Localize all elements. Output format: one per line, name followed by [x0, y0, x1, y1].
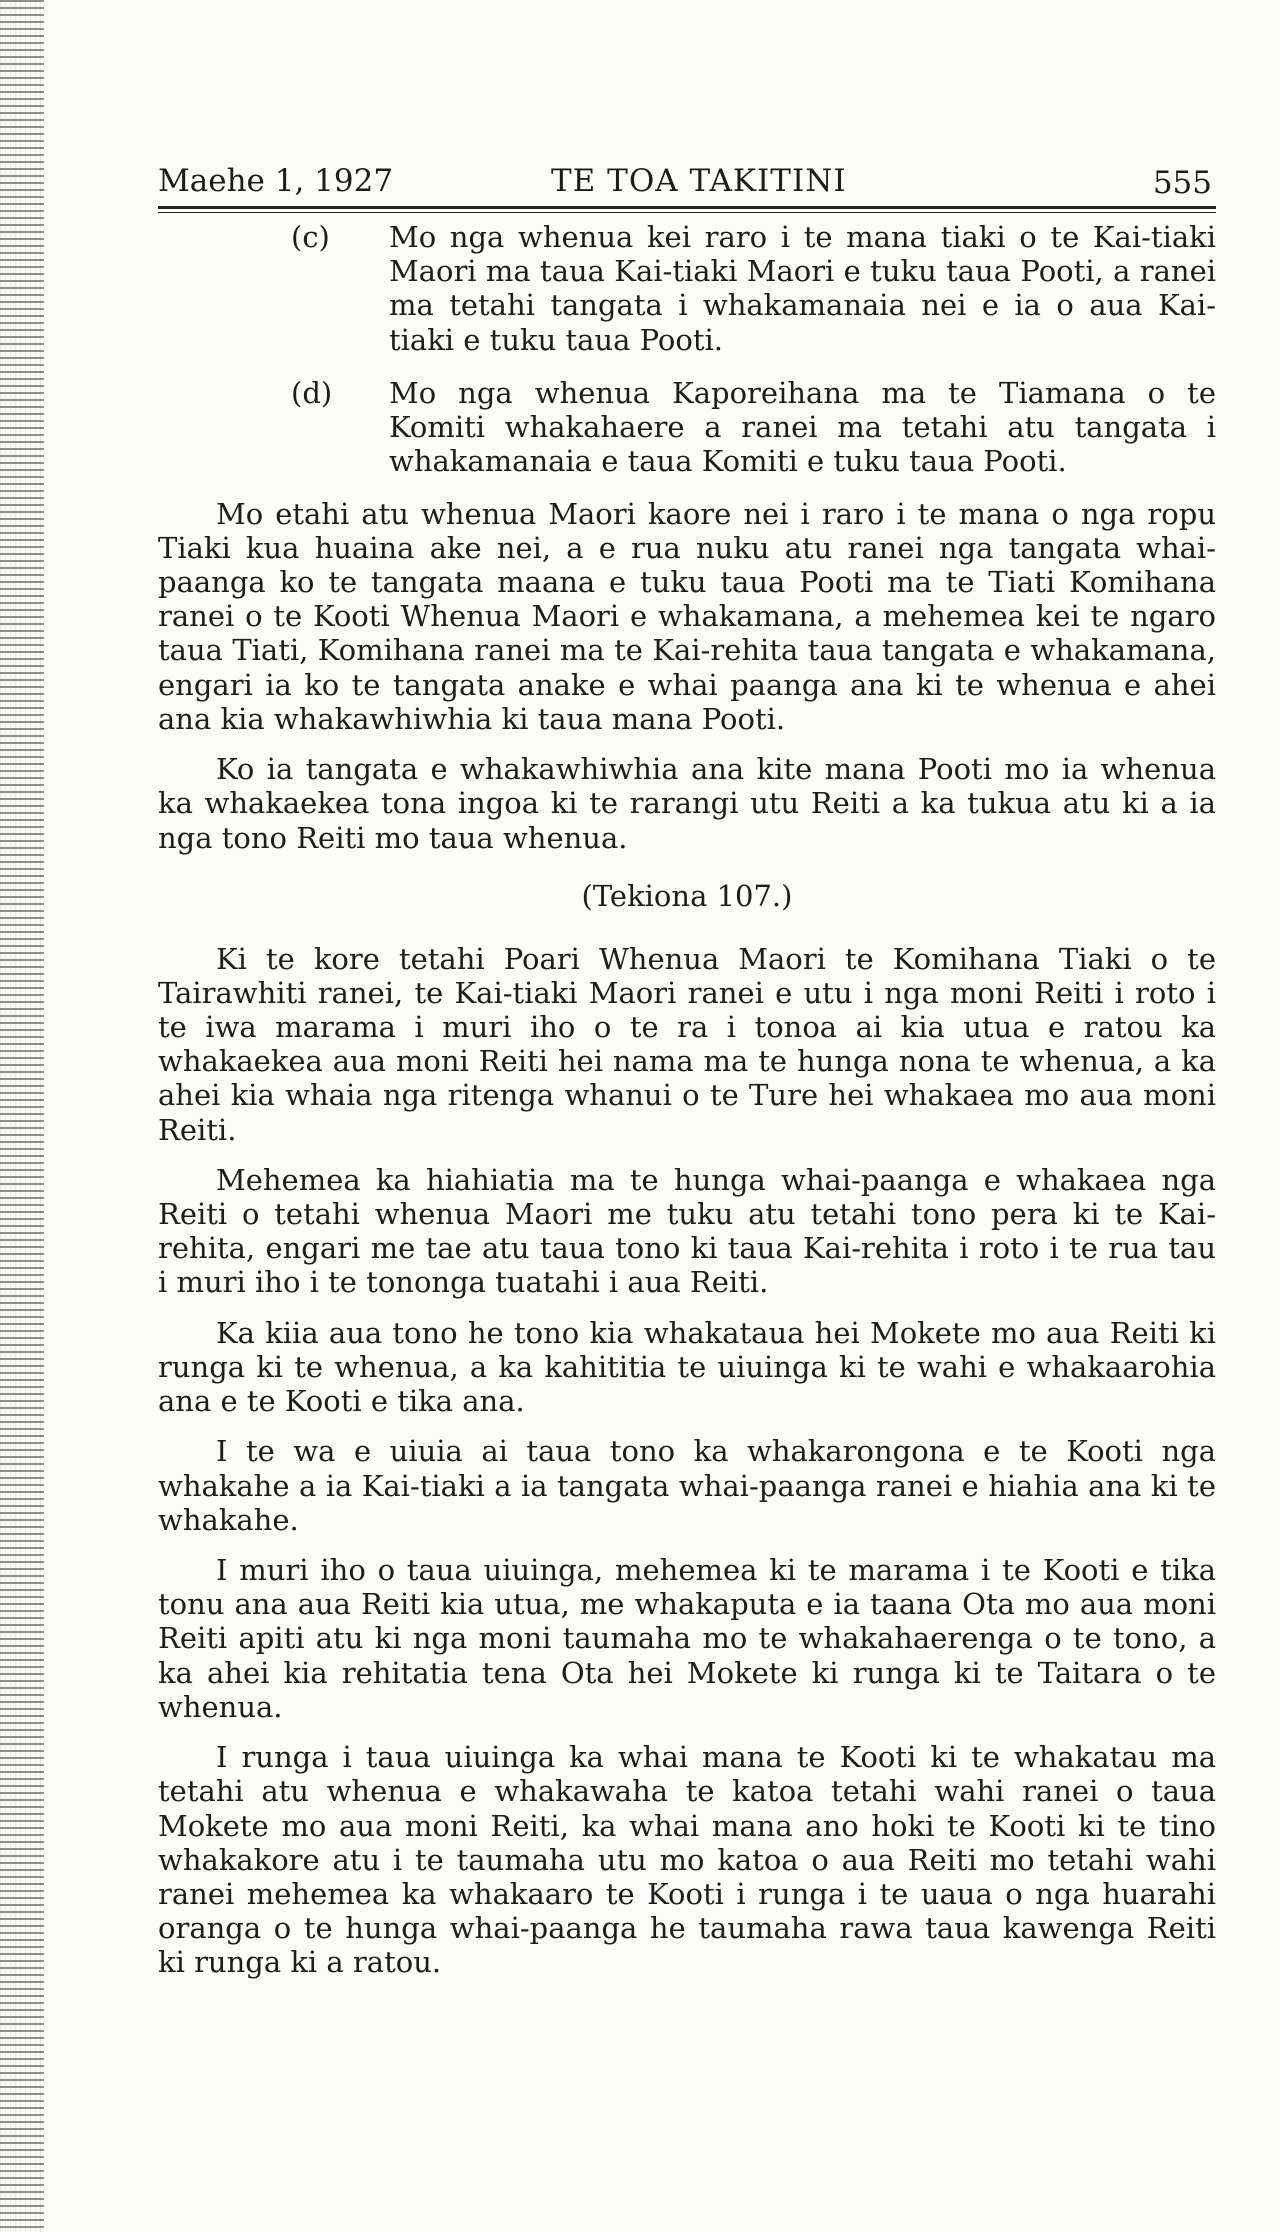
scanned-binding-edge [0, 0, 44, 2232]
section-paragraph-6: I runga i taua uiuinga ka whai mana te Kooti ki te whakatau ma tetahi atu whenua e whakawaha te katoa tetahi wahi ranei o taua Mokete mo aua moni Reiti, ka whai mana ano hoki te Kooti ki te tino whakakore atu i te taumaha utu mo katoa o aua Reiti mo tetahi wahi ranei mehemea ka whakaaro te Kooti i runga i te uaua o nga huarahi oranga o te hunga whai-paanga he taumaha rawa taua kawenga Reiti ki runga ki a ratou. [158, 1740, 1216, 1980]
provision-d-marker: (d) [291, 375, 333, 410]
issue-date: Maehe 1, 1927 [158, 163, 394, 199]
lettered-provisions [158, 220, 1216, 479]
section-paragraph-2: Mehemea ka hiahiatia ma te hunga whai-paanga e whakaea nga Reiti o tetahi whenua Maori me tuku atu tetahi tono pera ki te Kai-rehita, engari me tae atu taua tono ki taua Kai-rehita i roto i te rua tau i muri iho i te tononga tuatahi i aua Reiti. [158, 1162, 1216, 1300]
section-paragraph-5: I muri iho o taua uiuinga, mehemea ki te marama i te Kooti e tika tonu ana aua Reiti kia utua, me whakaputa e ia taana Ota mo aua moni Reiti apiti atu ki nga moni taumaha mo te whakahaerenga o te tono, a ka ahei kia rehitatia tena Ota hei Mokete ki runga ki te Taitara o te whenua. [158, 1553, 1216, 1724]
section-paragraph-3: Ka kiia aua tono he tono kia whakataua hei Mokete mo aua Reiti ki runga ki te whenua, a ka kahititia te uiuinga ki te wahi e whakaarohia ana e te Kooti e tika ana. [158, 1315, 1216, 1419]
page-header [158, 156, 1216, 212]
section-paragraph-1: Ki te kore tetahi Poari Whenua Maori te Komihana Tiaki o te Tairawhiti ranei, te Kai-tiaki Maori ranei e utu i nga moni Reiti i roto i te iwa marama i muri iho o te ra i tonoa ai kia utua e ratou ka whakaekea aua moni Reiti hei nama ma te hunga nona te whenua, a ka ahei kia whaia nga ritenga whanui o te Ture hei whakaea mo aua moni Reiti. [158, 941, 1216, 1147]
page-number: 555 [1152, 165, 1212, 201]
provision-c-marker: (c) [291, 220, 330, 254]
publication-title: TE TOA TAKITINI [551, 163, 847, 199]
newspaper-page [158, 156, 1216, 2106]
roll-entry-paragraph: Ko ia tangata e whakawhiwhia ana kite mana Pooti mo ia whenua ka whakaekea tona ingoa ki te rarangi utu Reiti a ka tukua atu ki a ia nga tono Reiti mo taua whenua. [158, 752, 1216, 855]
provision-c-text: Mo nga whenua kei raro i te mana tiaki o te Kai-tiaki Maori ma taua Kai-tiaki Maori e tuku taua Pooti, a ranei ma tetahi tangata i whakamanaia nei e ia o aua Kai-tiaki e tuku taua Pooti. [389, 220, 1216, 357]
header-rule [158, 206, 1216, 213]
provision-d-text: Mo nga whenua Kaporeihana ma te Tiamana o te Komiti whakahaere a ranei ma tetahi atu tangata i whakamanaia e taua Komiti e tuku taua Pooti. [389, 375, 1216, 479]
provision-d [158, 376, 1216, 479]
section-paragraph-4: I te wa e uiuia ai taua tono ka whakarongona e te Kooti nga whakahe a ia Kai-tiaki a ia tangata whai-paanga ranei e hiahia ana ki te whakahe. [158, 1434, 1216, 1537]
provision-c [158, 220, 1216, 357]
voting-authority-paragraph: Mo etahi atu whenua Maori kaore nei i raro i te mana o nga ropu Tiaki kua huaina ake nei, a e rua nuku atu ranei nga tangata whai-paanga ko te tangata maana e tuku taua Pooti ma te Tiati Komihana ranei o te Kooti Whenua Maori e whakamana, a mehemea kei te ngaro taua Tiati, Komihana ranei ma te Kai-rehita taua tangata e whakamana, engari ia ko te tangata anake e whai paanga ana ki te whenua e ahei ana kia whakawhiwhia ki taua mana Pooti. [158, 496, 1216, 736]
section-heading: (Tekiona 107.) [581, 878, 793, 913]
